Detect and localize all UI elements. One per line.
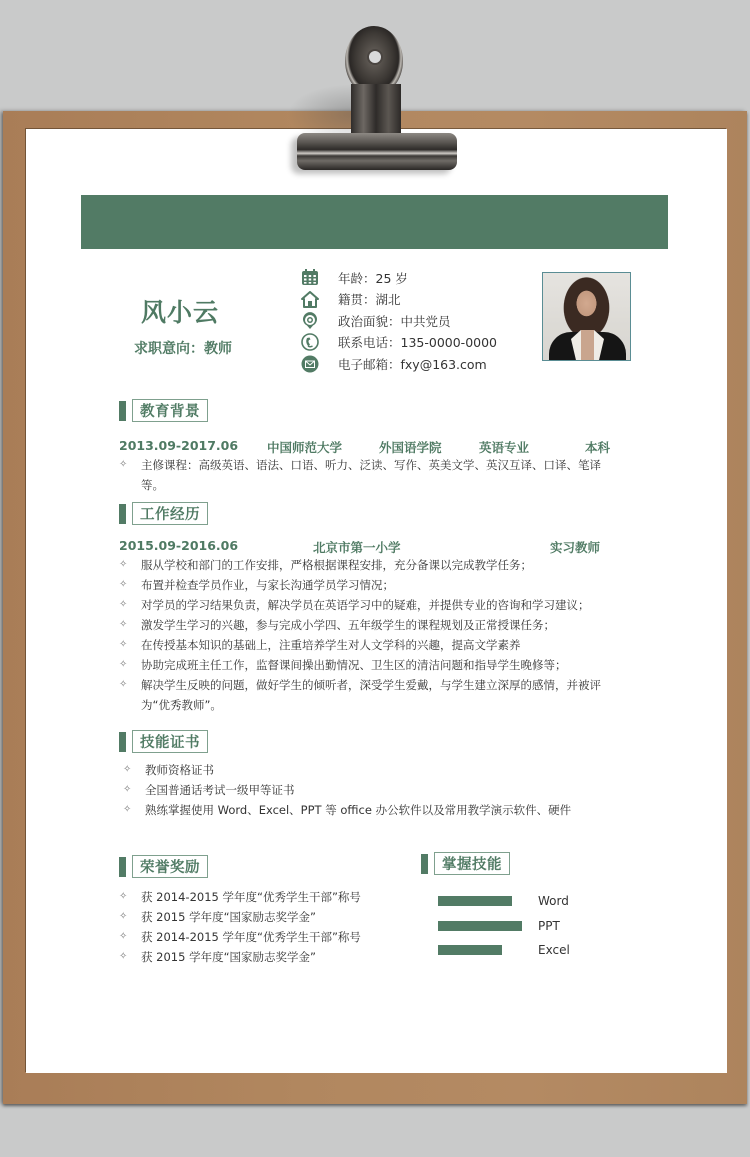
list-item: ✧ 协助完成班主任工作，监督课间操出勤情况、卫生区的清洁问题和指导学生晚修等； — [119, 655, 629, 675]
section-title: 教育背景 — [132, 399, 208, 422]
info-hometown — [300, 289, 497, 311]
info-hometown-text: 籍贯：湖北 — [338, 292, 401, 308]
diamond-bullet-icon: ✧ — [119, 619, 128, 630]
education-college: 外国语学院 — [379, 440, 442, 455]
list-item: ✧ 布置并检查学员作业，与家长沟通学员学习情况； — [119, 575, 629, 595]
diamond-bullet-icon: ✧ — [123, 764, 132, 775]
section-work-header — [119, 502, 208, 525]
section-skills-header — [421, 852, 510, 875]
list-item: ✧ 全国普通话考试一级甲等证书 — [123, 780, 613, 800]
section-marker — [119, 732, 126, 752]
info-age — [300, 267, 497, 289]
diamond-bullet-icon: ✧ — [123, 804, 132, 815]
info-email — [300, 353, 497, 375]
work-duties — [119, 555, 629, 715]
list-item: ✧ 获 2014-2015 学年度“优秀学生干部”称号 — [119, 927, 409, 947]
education-degree: 本科 — [585, 440, 611, 455]
list-item: ✧ 解决学生反映的问题，做好学生的倾听者，深受学生爱戴，与学生建立深厚的感情，并被评为“优秀教师”。 — [119, 675, 629, 715]
skill-bar-fill — [438, 921, 522, 931]
education-major: 英语专业 — [479, 440, 530, 455]
diamond-bullet-icon: ✧ — [119, 639, 128, 650]
job-intent: 求职意向：教师 — [134, 341, 232, 357]
list-item: ✧ 教师资格证书 — [123, 760, 613, 780]
diamond-bullet-icon: ✧ — [119, 951, 128, 962]
clip-jaw — [297, 133, 457, 170]
list-item: ✧ 主修课程：高级英语、语法、口语、听力、泛读、写作、英美文学、英汉互译、口译、笔译等。 — [119, 455, 619, 495]
section-marker — [119, 401, 126, 421]
skill-bar-fill — [438, 896, 512, 906]
honor-list — [119, 887, 409, 967]
education-school: 中国师范大学 — [267, 440, 343, 455]
diamond-bullet-icon: ✧ — [119, 579, 128, 590]
diamond-bullet-icon: ✧ — [119, 679, 128, 690]
section-certificates-header — [119, 730, 208, 753]
personal-info-list — [300, 267, 497, 375]
header-banner — [81, 195, 668, 249]
diamond-bullet-icon: ✧ — [119, 459, 128, 470]
section-education-header — [119, 399, 208, 422]
section-title: 荣誉奖励 — [132, 855, 208, 878]
photo-collar — [571, 330, 604, 360]
education-period: 2013.09-2017.06 — [119, 438, 239, 453]
info-phone — [300, 332, 497, 354]
section-title: 掌握技能 — [434, 852, 510, 875]
home-icon — [300, 290, 320, 308]
skill-bar-track — [438, 945, 538, 955]
skill-bar-track — [438, 921, 538, 931]
candidate-name: 风小云 — [140, 298, 219, 327]
diamond-bullet-icon: ✧ — [119, 599, 128, 610]
info-political-text: 政治面貌：中共党员 — [338, 313, 451, 329]
info-email-text: 电子邮箱：fxy@163.com — [338, 356, 487, 372]
work-period: 2015.09-2016.06 — [119, 538, 239, 553]
list-item: ✧ 获 2014-2015 学年度“优秀学生干部”称号 — [119, 887, 409, 907]
work-position: 实习教师 — [550, 540, 601, 555]
diamond-bullet-icon: ✧ — [119, 659, 128, 670]
profile-photo — [542, 272, 631, 361]
section-honors-header — [119, 855, 208, 878]
diamond-bullet-icon: ✧ — [119, 891, 128, 902]
clip-hole — [369, 51, 381, 63]
skill-label: Excel — [538, 943, 570, 957]
skill-bar-fill — [438, 945, 502, 955]
work-company: 北京市第一小学 — [313, 540, 401, 555]
binder-clip — [295, 24, 465, 170]
phone-icon — [300, 333, 320, 351]
diamond-bullet-icon: ✧ — [119, 911, 128, 922]
certificate-list — [123, 760, 613, 820]
diamond-bullet-icon: ✧ — [119, 559, 128, 570]
calendar-icon — [300, 269, 320, 287]
diamond-bullet-icon: ✧ — [119, 931, 128, 942]
list-item: ✧ 激发学生学习的兴趣，参与完成小学四、五年级学生的课程规划及正常授课任务； — [119, 615, 629, 635]
location-pin-icon — [300, 312, 320, 330]
list-item: ✧ 服从学校和部门的工作安排，严格根据课程安排，充分备课以完成教学任务； — [119, 555, 629, 575]
info-political — [300, 310, 497, 332]
mail-icon — [300, 355, 320, 373]
list-item: ✧ 获 2015 学年度“国家励志奖学金” — [119, 907, 409, 927]
skill-label: PPT — [538, 919, 560, 933]
list-item: ✧ 获 2015 学年度“国家励志奖学金” — [119, 947, 409, 967]
diamond-bullet-icon: ✧ — [123, 784, 132, 795]
section-marker — [421, 854, 428, 874]
section-title: 技能证书 — [132, 730, 208, 753]
section-marker — [119, 857, 126, 877]
info-age-text: 年龄：25 岁 — [338, 270, 408, 286]
skill-ppt — [438, 919, 560, 933]
section-title: 工作经历 — [132, 502, 208, 525]
list-item: ✧ 对学员的学习结果负责，解决学员在英语学习中的疑难，并提供专业的咨询和学习建议； — [119, 595, 629, 615]
education-details — [119, 455, 619, 495]
list-item: ✧ 熟练掌握使用 Word、Excel、PPT 等 office 办公软件以及常用教学演示软件、硬件 — [123, 800, 613, 820]
skill-excel — [438, 943, 570, 957]
info-phone-text: 联系电话：135-0000-0000 — [338, 335, 498, 351]
section-marker — [119, 504, 126, 524]
list-item: ✧ 在传授基本知识的基础上，注重培养学生对人文学科的兴趣，提高文学素养 — [119, 635, 629, 655]
skill-bar-track — [438, 896, 538, 906]
skill-word — [438, 894, 569, 908]
skill-label: Word — [538, 894, 569, 908]
